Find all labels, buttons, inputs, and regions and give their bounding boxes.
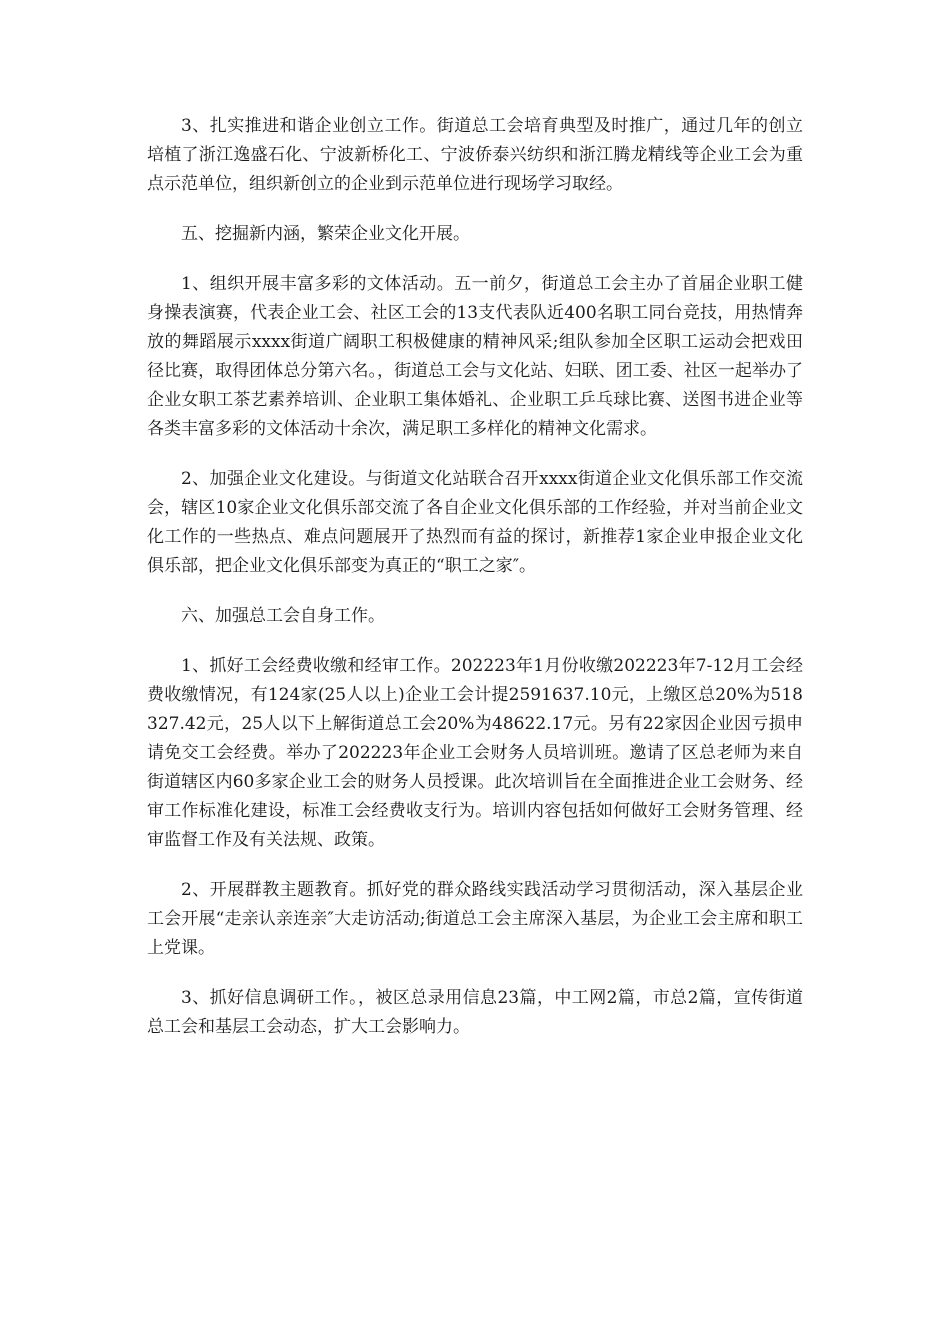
paragraph-information-research: 3、抓好信息调研工作。，被区总录用信息23篇，中工网2篇，市总2篇，宣传街道总工会和基层工会动态，扩大工会影响力。: [147, 988, 803, 1037]
document-page: [147, 112, 803, 1063]
paragraph-enterprise-culture: 2、加强企业文化建设。与街道文化站联合召开xxxx街道企业文化俱乐部工作交流会，辖区10家企业文化俱乐部交流了各自企业文化俱乐部的工作经验，并对当前企业文化工作的一些热点、难点问题展开了热烈而有益的探讨，新推荐1家企业申报企业文化俱乐部，把企业文化俱乐部变为真正的“职工之家″。: [147, 469, 803, 576]
paragraph-union-funds: 1、抓好工会经费收缴和经审工作。202223年1月份收缴202223年7-12月工会经费收缴情况，有124家(25人以上)企业工会计提2591637.10元，上缴区总20%为518327.42元，25人以下上解街道总工会20%为48622.17元。另有22家因企业因亏损申请免交工会经费。举办了202223年企业工会财务人员培训班。邀请了区总老师为来自街道辖区内60多家企业工会的财务人员授课。此次培训旨在全面推进企业工会财务、经审工作标准化建设，标准工会经费收支行为。培训内容包括如何做好工会财务管理、经审监督工作及有关法规、政策。: [147, 656, 803, 850]
paragraph-harmonious-enterprise: 3、扎实推进和谐企业创立工作。街道总工会培育典型及时推广，通过几年的创立培植了浙江逸盛石化、宁波新桥化工、宁波侨泰兴纺织和浙江腾龙精线等企业工会为重点示范单位，组织新创立的企业到示范单位进行现场学习取经。: [147, 116, 803, 194]
section-heading-five: 五、挖掘新内涵，繁荣企业文化开展。: [181, 224, 470, 244]
paragraph-mass-education: 2、开展群教主题教育。抓好党的群众路线实践活动学习贯彻活动，深入基层企业工会开展“走亲认亲连亲″大走访活动;街道总工会主席深入基层，为企业工会主席和职工上党课。: [147, 880, 803, 958]
section-heading-six: 六、加强总工会自身工作。: [181, 606, 385, 626]
paragraph-cultural-activities: 1、组织开展丰富多彩的文体活动。五一前夕，街道总工会主办了首届企业职工健身操表演赛，代表企业工会、社区工会的13支代表队近400名职工同台竞技，用热情奔放的舞蹈展示xxxx街道广阔职工积极健康的精神风采;组队参加全区职工运动会把戏田径比赛，取得团体总分第六名。，街道总工会与文化站、妇联、团工委、社区一起举办了企业女职工茶艺素养培训、企业职工集体婚礼、企业职工乒乓球比赛、送图书进企业等各类丰富多彩的文体活动十余次，满足职工多样化的精神文化需求。: [147, 274, 803, 439]
